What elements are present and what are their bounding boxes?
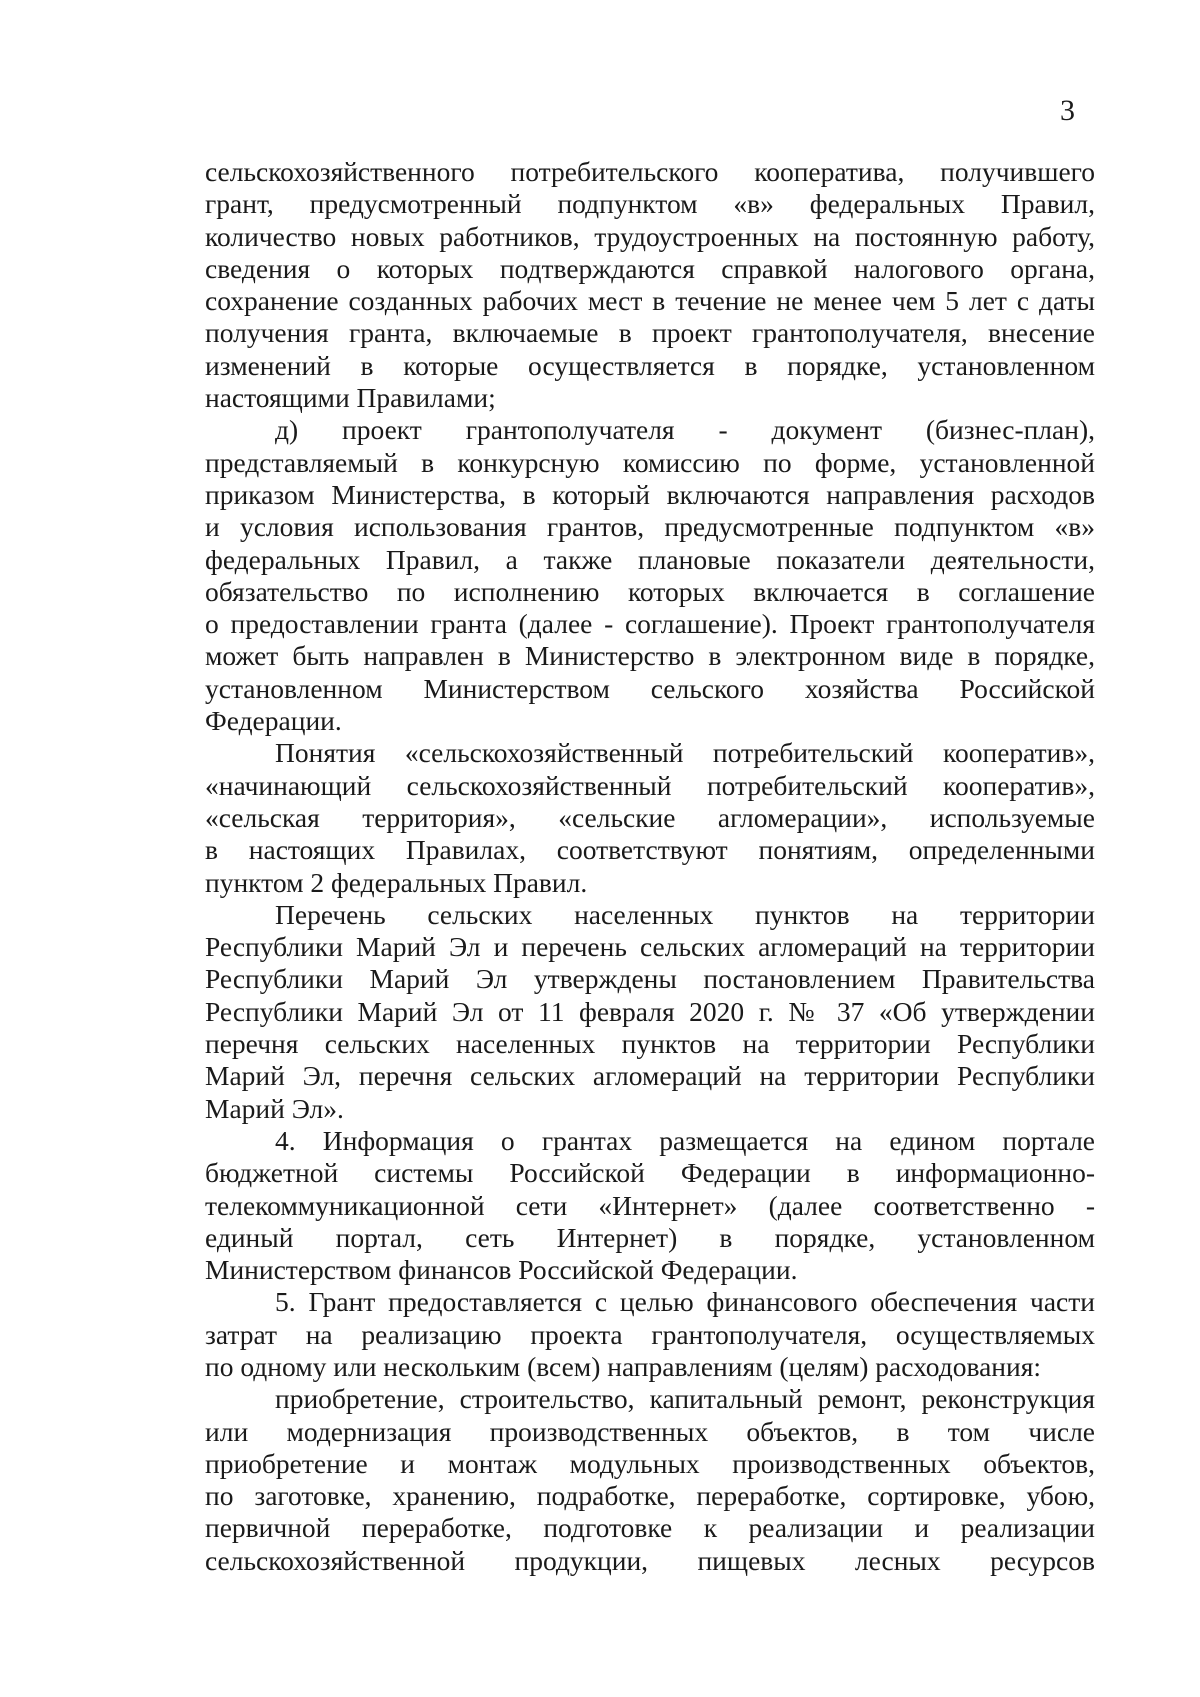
- text-line: перечня сельских населенных пунктов на территории Республики: [205, 1028, 1095, 1060]
- text-line: изменений в которые осуществляется в порядке, установленном: [205, 349, 1095, 381]
- text-line: по заготовке, хранению, подработке, переработке, сортировке, убою,: [205, 1480, 1095, 1512]
- text-line: и условия использования грантов, предусмотренные подпунктом «в»: [205, 511, 1095, 543]
- text-line: Марий Эл, перечня сельских агломераций на территории Республики: [205, 1060, 1095, 1092]
- text-line: телекоммуникационной сети «Интернет» (далее соответственно -: [205, 1189, 1095, 1221]
- text-line: приобретение и монтаж модульных производственных объектов,: [205, 1447, 1095, 1479]
- paragraph: [205, 1286, 1095, 1383]
- text-line: обязательство по исполнению которых включается в соглашение: [205, 575, 1095, 607]
- text-line: приобретение, строительство, капитальный ремонт, реконструкция: [275, 1383, 1095, 1415]
- text-line: по одному или нескольким (всем) направлениям (целям) расходования:: [205, 1350, 1042, 1382]
- text-line: сельскохозяйственного потребительского кооператива, получившего: [205, 156, 1095, 187]
- text-line: «сельская территория», «сельские агломерации», используемые: [205, 801, 1095, 833]
- text-line: 4. Информация о грантах размещается на едином портале: [275, 1124, 1095, 1156]
- text-line: Марий Эл».: [205, 1092, 344, 1124]
- text-line: Республики Марий Эл и перечень сельских агломераций на территории: [205, 931, 1095, 963]
- text-line: сельскохозяйственной продукции, пищевых лесных ресурсов: [205, 1544, 1095, 1576]
- text-line: или модернизация производственных объектов, в том числе: [205, 1415, 1095, 1447]
- text-line: пунктом 2 федеральных Правил.: [205, 866, 588, 898]
- text-line: федеральных Правил, а также плановые показатели деятельности,: [205, 543, 1095, 575]
- text-line: Республики Марий Эл от 11 февраля 2020 г. № 37 «Об утверждении: [205, 995, 1095, 1027]
- text-line: грант, предусмотренный подпунктом «в» федеральных Правил,: [205, 188, 1095, 220]
- text-line: о предоставлении гранта (далее - соглашение). Проект грантополучателя: [205, 608, 1095, 640]
- text-line: Понятия «сельскохозяйственный потребительский кооператив»,: [275, 737, 1095, 769]
- paragraph: [205, 1125, 1095, 1286]
- text-line: в настоящих Правилах, соответствуют понятиям, определенными: [205, 834, 1095, 866]
- text-line: бюджетной системы Российской Федерации в информационно-: [205, 1157, 1095, 1189]
- text-line: количество новых работников, трудоустроенных на постоянную работу,: [205, 220, 1095, 252]
- document-body: [205, 156, 1095, 1577]
- text-line: установленном Министерством сельского хозяйства Российской: [205, 672, 1095, 704]
- text-line: 5. Грант предоставляется с целью финансового обеспечения части: [275, 1286, 1095, 1318]
- page-number: 3: [1060, 94, 1075, 127]
- text-line: настоящими Правилами;: [205, 382, 496, 414]
- text-line: получения гранта, включаемые в проект грантополучателя, внесение: [205, 317, 1095, 349]
- text-line: представляемый в конкурсную комиссию по форме, установленной: [205, 446, 1095, 478]
- text-line: Республики Марий Эл утверждены постановлением Правительства: [205, 963, 1095, 995]
- text-line: Федерации.: [205, 705, 342, 737]
- text-line: сведения о которых подтверждаются справкой налогового органа,: [205, 252, 1095, 284]
- text-line: приказом Министерства, в который включаются направления расходов: [205, 478, 1095, 510]
- paragraph: [205, 1383, 1095, 1577]
- text-line: может быть направлен в Министерство в электронном виде в порядке,: [205, 640, 1095, 672]
- text-line: первичной переработке, подготовке к реализации и реализации: [205, 1512, 1095, 1544]
- text-line: д) проект грантополучателя - документ (бизнес-план),: [275, 414, 1095, 446]
- text-line: сохранение созданных рабочих мест в течение не менее чем 5 лет с даты: [205, 285, 1095, 317]
- paragraph: [205, 156, 1095, 414]
- text-line: «начинающий сельскохозяйственный потребительский кооператив»,: [205, 769, 1095, 801]
- text-line: Перечень сельских населенных пунктов на территории: [275, 898, 1095, 930]
- text-line: единый портал, сеть Интернет) в порядке, установленном: [205, 1221, 1095, 1253]
- paragraph: [205, 737, 1095, 898]
- paragraph: [205, 414, 1095, 737]
- text-line: Министерством финансов Российской Федерации.: [205, 1254, 798, 1286]
- paragraph: [205, 899, 1095, 1125]
- text-line: затрат на реализацию проекта грантополучателя, осуществляемых: [205, 1318, 1095, 1350]
